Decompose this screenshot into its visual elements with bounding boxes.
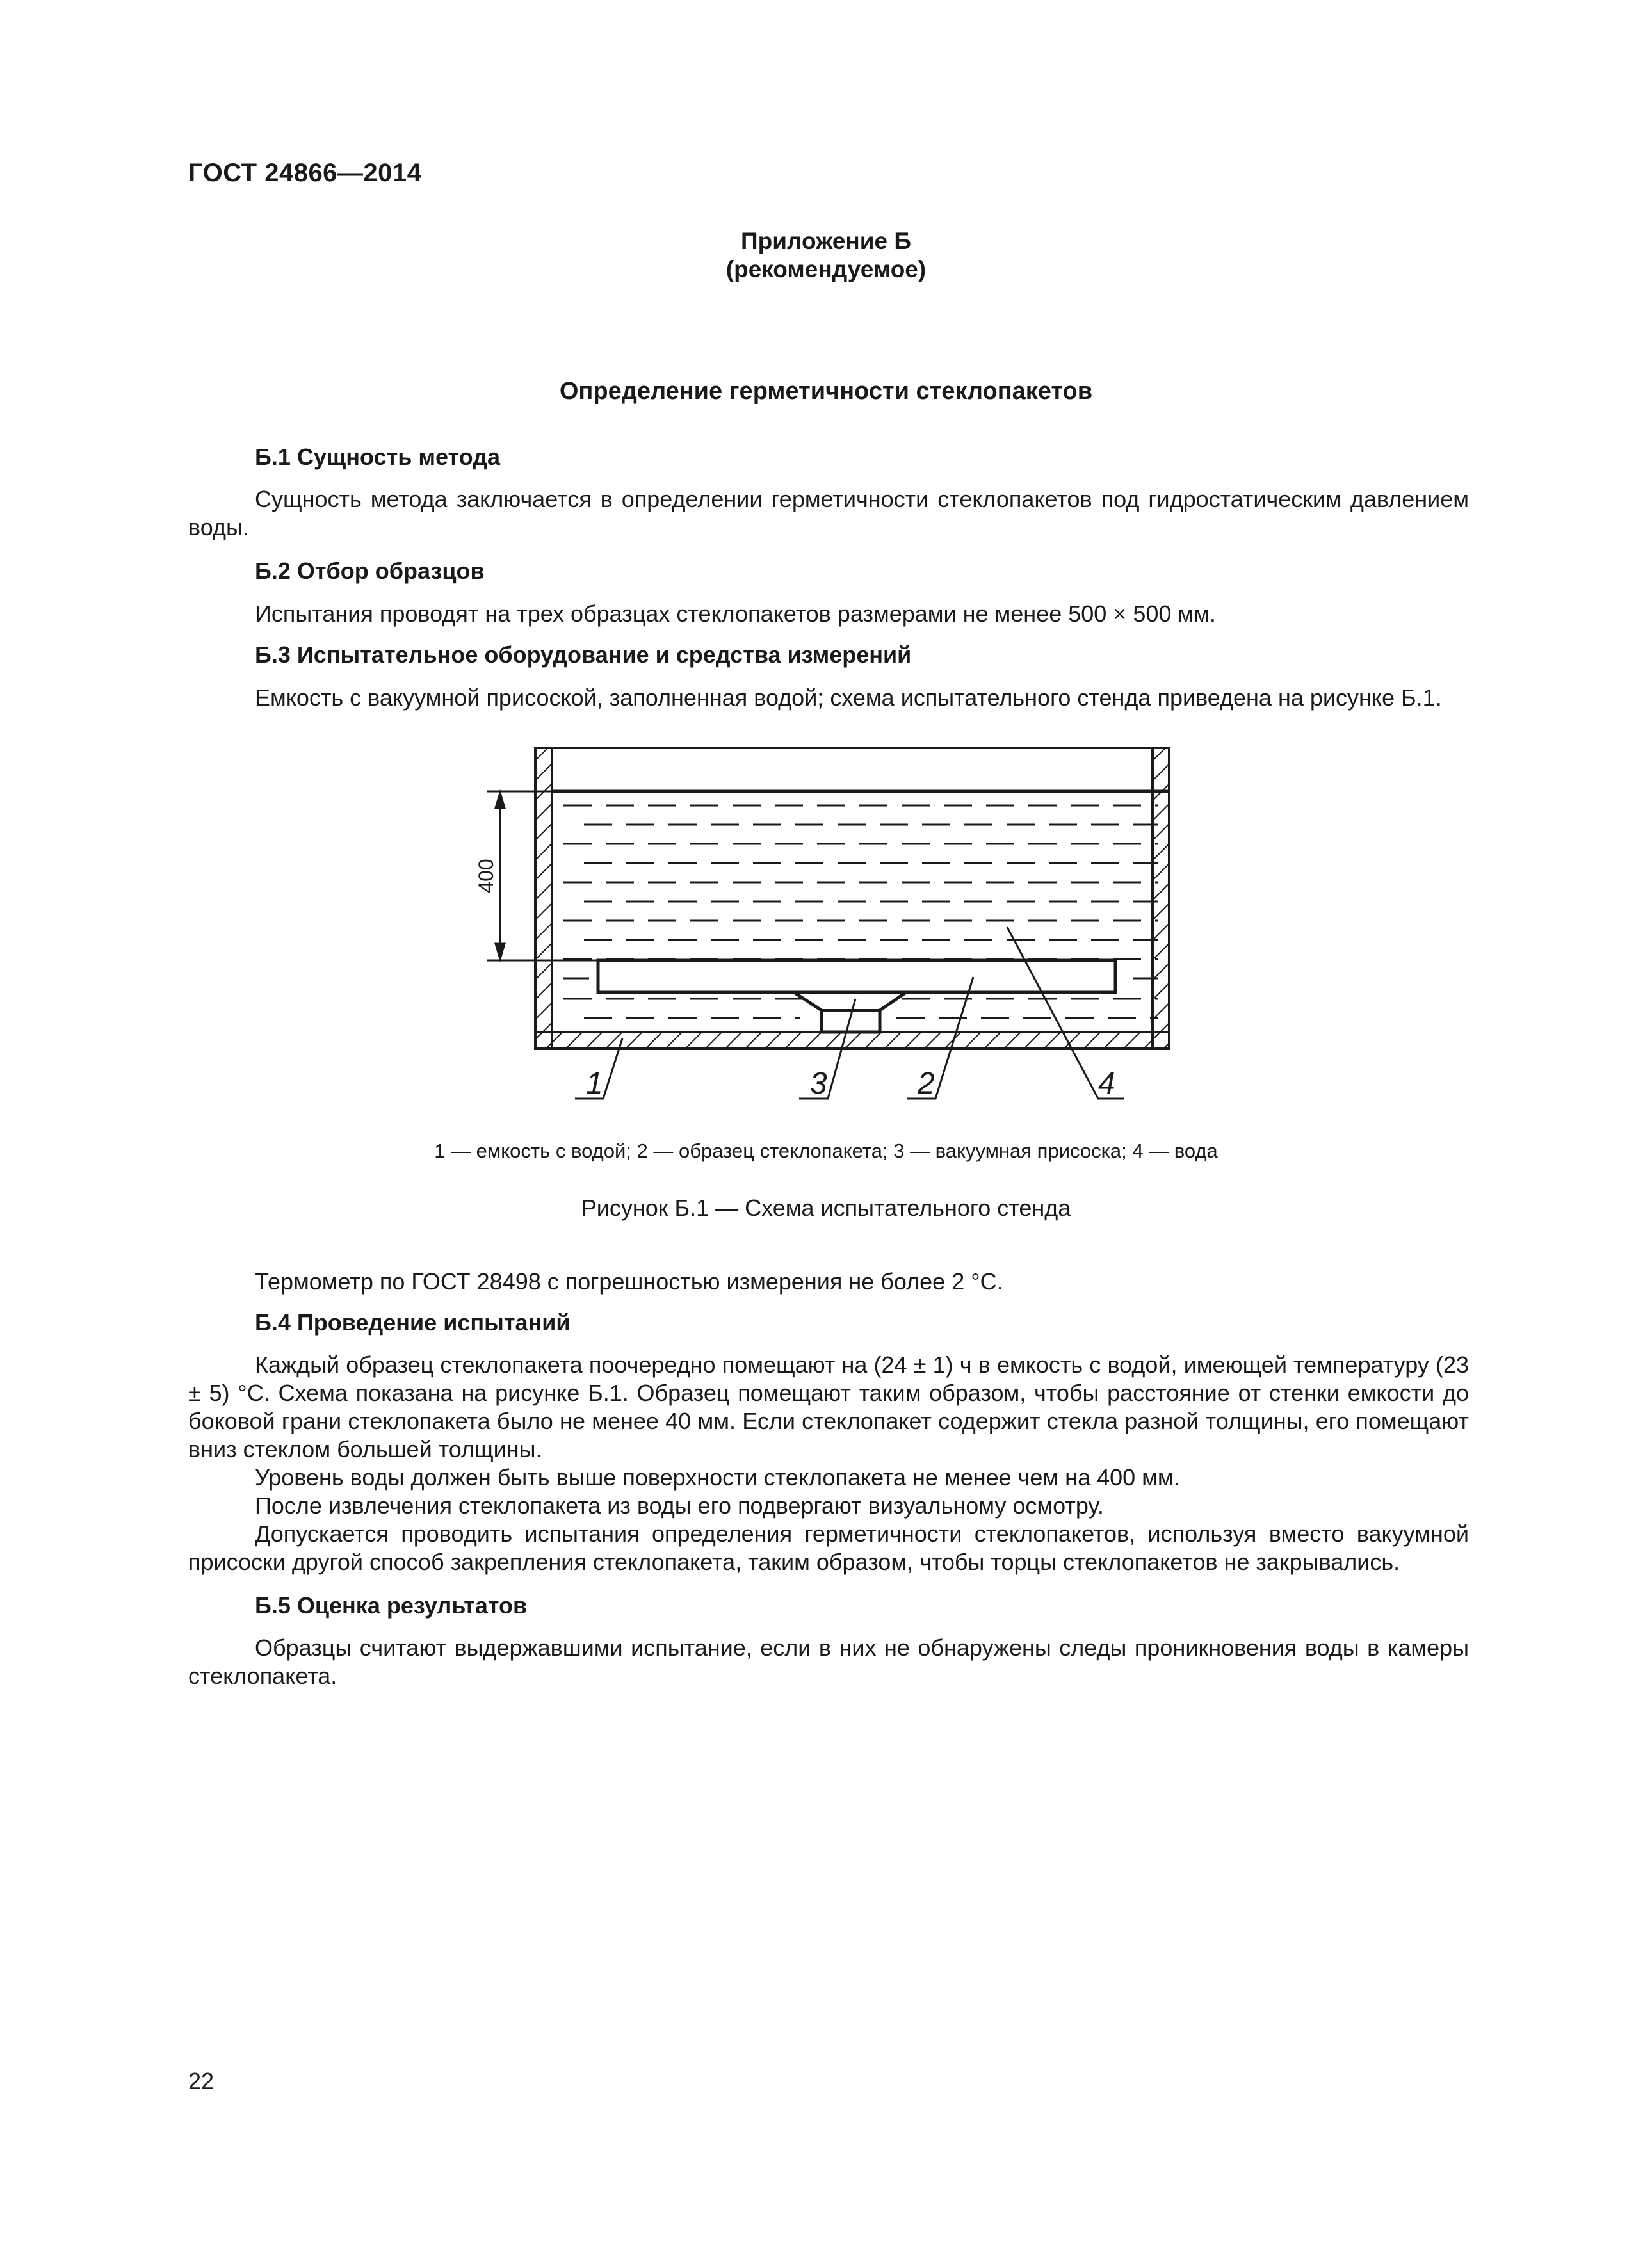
document-code: ГОСТ 24866—2014 — [188, 159, 422, 187]
section-b4-p4-body: Допускается проводить испытания определения герметичности стеклопакетов, используя вместо вакуумной присоски другой способ закрепления стеклопакета, таким образом, чтобы торцы стеклопакетов не закрывались. — [188, 1521, 1469, 1575]
vacuum-suction-cup — [794, 992, 906, 1032]
section-b4-p3: После извлечения стеклопакета из воды его подвергают визуальному осмотру. — [255, 1492, 1104, 1519]
container-left-wall — [535, 748, 552, 1049]
callout-3: 3 — [810, 1067, 827, 1101]
dimension-label: 400 — [474, 859, 498, 893]
section-b4-p1-body: Каждый образец стеклопакета поочередно помещают на (24 ± 1) ч в емкость с водой, имеющей температуру (23 ± 5) °С. Схема показана на рисунке Б.1. Образец помещают таким образом, чтобы расстояние от стенки емкости до боковой грани стеклопакета было не менее 40 мм. Если стеклопакет содержит стекла разной толщины, его помещают вниз стеклом большей толщины. — [188, 1352, 1469, 1462]
section-b2-heading: Б.2 Отбор образцов — [255, 558, 485, 584]
section-b4-p4 — [188, 1520, 1469, 1576]
page-title: Определение герметичности стеклопакетов — [559, 378, 1093, 405]
thermometer-text: Термометр по ГОСТ 28498 с погрешностью измерения не более 2 °С. — [255, 1268, 1003, 1295]
section-b1-text — [188, 485, 1469, 542]
callout-4: 4 — [1098, 1067, 1115, 1101]
container-right-wall — [1153, 748, 1169, 1049]
figure-caption: Рисунок Б.1 — Схема испытательного стенда — [581, 1195, 1071, 1221]
test-stand-diagram — [474, 736, 1204, 1114]
section-b1-heading: Б.1 Сущность метода — [255, 444, 501, 470]
section-b4-p1 — [188, 1351, 1469, 1464]
glass-unit-sample — [598, 960, 1115, 992]
section-b5-heading: Б.5 Оценка результатов — [255, 1592, 528, 1619]
section-b4-p2: Уровень воды должен быть выше поверхности стеклопакета не менее чем на 400 мм. — [255, 1464, 1180, 1491]
container-bottom — [535, 1032, 1169, 1049]
page-number: 22 — [188, 2068, 215, 2094]
section-b3-heading: Б.3 Испытательное оборудование и средства измерений — [255, 642, 912, 668]
section-b4-heading: Б.4 Проведение испытаний — [255, 1309, 571, 1336]
appendix-status: (рекомендуемое) — [725, 256, 927, 282]
section-b2-text: Испытания проводят на трех образцах стеклопакетов размерами не менее 500 × 500 мм. — [255, 601, 1216, 627]
section-b3-text: Емкость с вакуумной присоской, заполненная водой; схема испытательного стенда приведена на рисунке Б.1. — [255, 684, 1442, 711]
section-b1-body: Сущность метода заключается в определении герметичности стеклопакетов под гидростатическим давлением воды. — [188, 486, 1469, 540]
appendix-title: Приложение Б — [741, 228, 911, 254]
section-b5-text — [188, 1634, 1469, 1690]
callout-1: 1 — [586, 1067, 603, 1101]
figure-legend: 1 — емкость с водой; 2 — образец стеклопакета; 3 — вакуумная присоска; 4 — вода — [434, 1140, 1218, 1162]
callout-2: 2 — [918, 1067, 935, 1101]
section-b5-body: Образцы считают выдержавшими испытание, если в них не обнаружены следы проникновения воды в камеры стеклопакета. — [188, 1635, 1469, 1689]
